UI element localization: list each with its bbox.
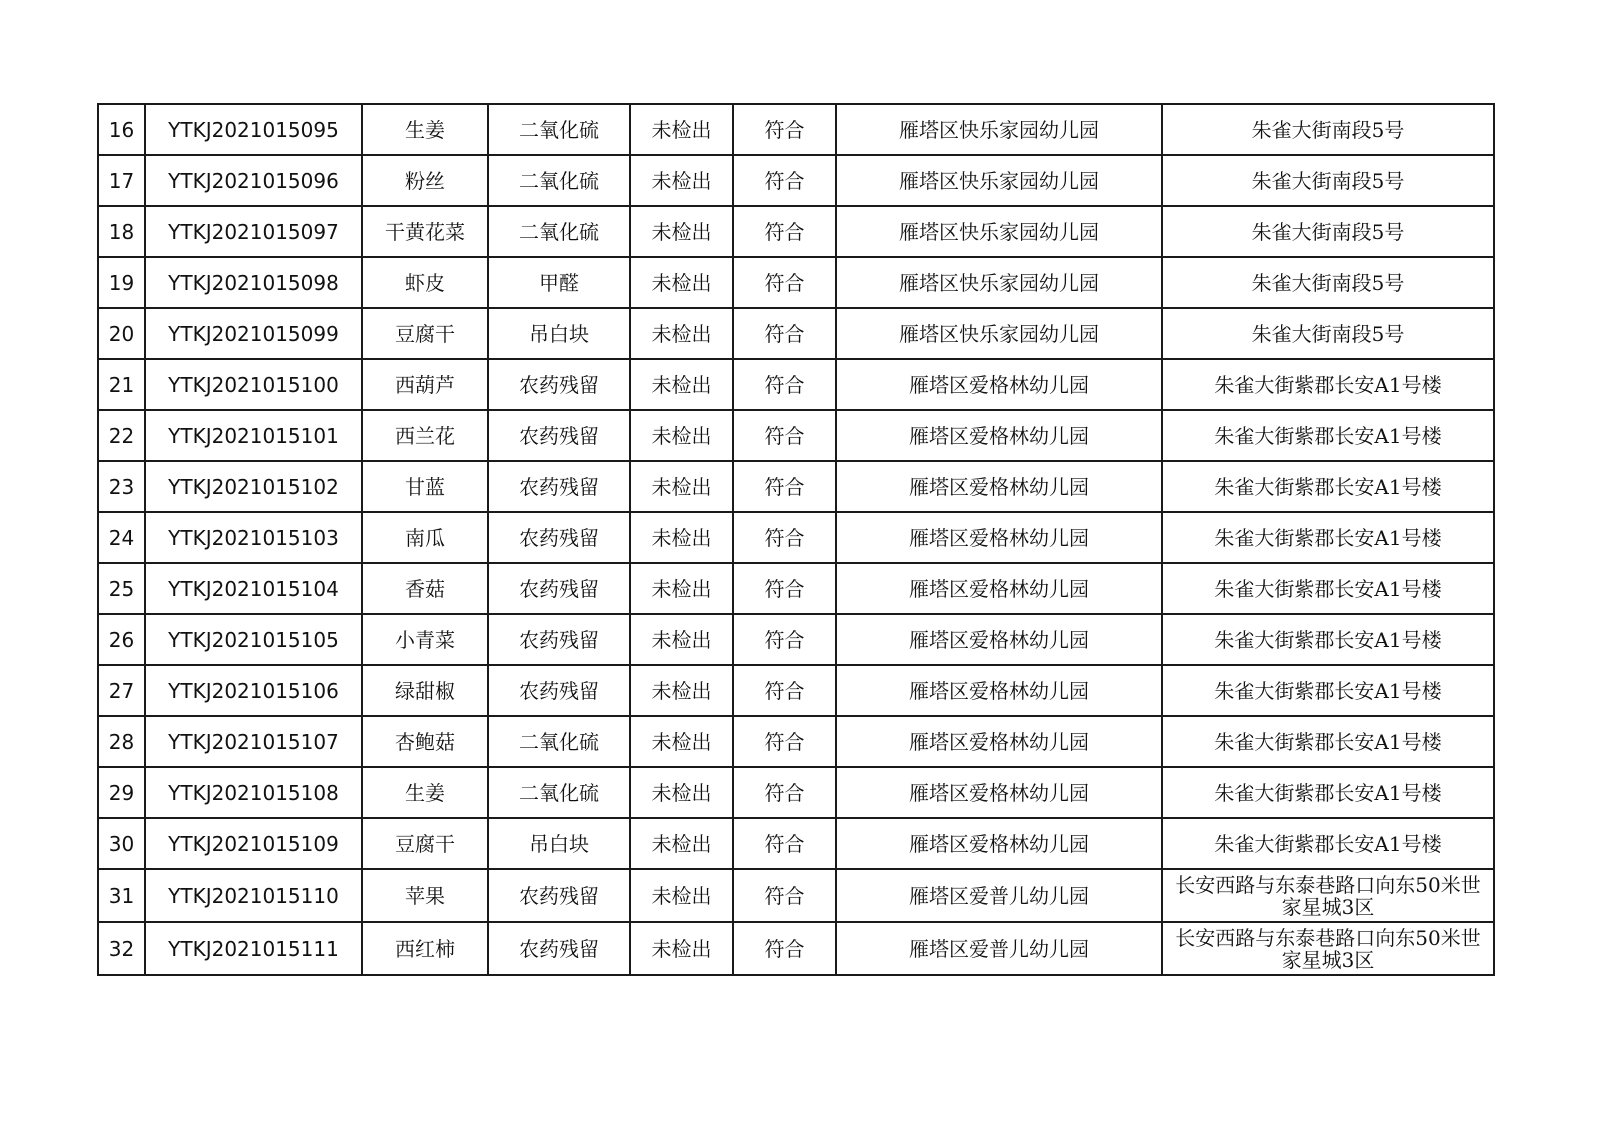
cell-unit-address: 朱雀大街紫郡长安A1号楼	[1162, 563, 1494, 614]
cell-sample-name: 豆腐干	[362, 308, 488, 359]
cell-serial-number: 19	[98, 257, 145, 308]
cell-test-result: 未检出	[630, 359, 733, 410]
cell-sample-code: YTKJ2021015098	[145, 257, 362, 308]
cell-test-result: 未检出	[630, 869, 733, 922]
cell-sample-name: 虾皮	[362, 257, 488, 308]
cell-sampled-unit: 雁塔区爱格林幼儿园	[836, 716, 1162, 767]
cell-judgement: 符合	[733, 359, 836, 410]
cell-unit-address: 朱雀大街紫郡长安A1号楼	[1162, 665, 1494, 716]
table-row	[98, 818, 1494, 869]
cell-sample-name: 甘蓝	[362, 461, 488, 512]
cell-sampled-unit: 雁塔区快乐家园幼儿园	[836, 308, 1162, 359]
cell-sample-code: YTKJ2021015107	[145, 716, 362, 767]
cell-serial-number: 24	[98, 512, 145, 563]
cell-test-item: 吊白块	[488, 308, 630, 359]
cell-serial-number: 22	[98, 410, 145, 461]
table-row	[98, 155, 1494, 206]
table-row	[98, 410, 1494, 461]
cell-sampled-unit: 雁塔区爱格林幼儿园	[836, 818, 1162, 869]
cell-test-result: 未检出	[630, 563, 733, 614]
cell-unit-address: 朱雀大街紫郡长安A1号楼	[1162, 818, 1494, 869]
cell-sample-code: YTKJ2021015105	[145, 614, 362, 665]
table-row	[98, 308, 1494, 359]
cell-unit-address: 朱雀大街南段5号	[1162, 104, 1494, 155]
cell-sample-code: YTKJ2021015096	[145, 155, 362, 206]
cell-judgement: 符合	[733, 155, 836, 206]
table-row	[98, 359, 1494, 410]
cell-test-result: 未检出	[630, 512, 733, 563]
cell-sampled-unit: 雁塔区爱格林幼儿园	[836, 563, 1162, 614]
cell-test-result: 未检出	[630, 818, 733, 869]
cell-sample-name: 西红柿	[362, 922, 488, 975]
cell-test-item: 农药残留	[488, 359, 630, 410]
cell-serial-number: 20	[98, 308, 145, 359]
cell-sample-name: 西葫芦	[362, 359, 488, 410]
cell-test-result: 未检出	[630, 461, 733, 512]
cell-unit-address: 朱雀大街南段5号	[1162, 206, 1494, 257]
cell-sample-name: 生姜	[362, 104, 488, 155]
inspection-results-table	[97, 103, 1495, 976]
cell-serial-number: 17	[98, 155, 145, 206]
table-row	[98, 461, 1494, 512]
cell-unit-address: 朱雀大街南段5号	[1162, 155, 1494, 206]
cell-test-item: 吊白块	[488, 818, 630, 869]
table-row	[98, 257, 1494, 308]
cell-test-result: 未检出	[630, 922, 733, 975]
cell-judgement: 符合	[733, 818, 836, 869]
table-row	[98, 922, 1494, 975]
cell-sample-code: YTKJ2021015095	[145, 104, 362, 155]
cell-test-result: 未检出	[630, 767, 733, 818]
cell-sample-code: YTKJ2021015104	[145, 563, 362, 614]
cell-sample-code: YTKJ2021015108	[145, 767, 362, 818]
cell-sample-code: YTKJ2021015102	[145, 461, 362, 512]
cell-test-item: 农药残留	[488, 922, 630, 975]
cell-test-item: 二氧化硫	[488, 155, 630, 206]
cell-serial-number: 25	[98, 563, 145, 614]
table-row	[98, 206, 1494, 257]
cell-unit-address: 朱雀大街紫郡长安A1号楼	[1162, 767, 1494, 818]
cell-judgement: 符合	[733, 869, 836, 922]
cell-serial-number: 31	[98, 869, 145, 922]
cell-serial-number: 26	[98, 614, 145, 665]
table-row	[98, 716, 1494, 767]
cell-serial-number: 30	[98, 818, 145, 869]
cell-sample-code: YTKJ2021015103	[145, 512, 362, 563]
cell-test-item: 农药残留	[488, 512, 630, 563]
cell-sample-name: 豆腐干	[362, 818, 488, 869]
cell-judgement: 符合	[733, 461, 836, 512]
cell-judgement: 符合	[733, 614, 836, 665]
cell-test-item: 二氧化硫	[488, 767, 630, 818]
cell-sample-name: 香菇	[362, 563, 488, 614]
cell-test-result: 未检出	[630, 257, 733, 308]
cell-judgement: 符合	[733, 716, 836, 767]
cell-unit-address: 朱雀大街紫郡长安A1号楼	[1162, 716, 1494, 767]
cell-sampled-unit: 雁塔区爱格林幼儿园	[836, 614, 1162, 665]
cell-unit-address: 朱雀大街南段5号	[1162, 308, 1494, 359]
cell-test-item: 农药残留	[488, 869, 630, 922]
cell-test-item: 农药残留	[488, 665, 630, 716]
table-row	[98, 104, 1494, 155]
cell-test-item: 农药残留	[488, 614, 630, 665]
cell-judgement: 符合	[733, 512, 836, 563]
cell-sampled-unit: 雁塔区爱格林幼儿园	[836, 461, 1162, 512]
cell-sample-name: 南瓜	[362, 512, 488, 563]
cell-judgement: 符合	[733, 104, 836, 155]
cell-sampled-unit: 雁塔区爱格林幼儿园	[836, 767, 1162, 818]
cell-unit-address: 朱雀大街南段5号	[1162, 257, 1494, 308]
cell-test-result: 未检出	[630, 155, 733, 206]
cell-unit-address: 长安西路与东泰巷路口向东50米世家星城3区	[1162, 869, 1494, 922]
cell-sample-code: YTKJ2021015099	[145, 308, 362, 359]
cell-unit-address: 朱雀大街紫郡长安A1号楼	[1162, 461, 1494, 512]
cell-test-item: 农药残留	[488, 461, 630, 512]
table-row	[98, 563, 1494, 614]
cell-sample-code: YTKJ2021015109	[145, 818, 362, 869]
cell-judgement: 符合	[733, 922, 836, 975]
cell-test-result: 未检出	[630, 104, 733, 155]
cell-serial-number: 32	[98, 922, 145, 975]
cell-test-result: 未检出	[630, 614, 733, 665]
cell-test-item: 农药残留	[488, 410, 630, 461]
table-body	[98, 104, 1494, 975]
table-row	[98, 767, 1494, 818]
table-row	[98, 665, 1494, 716]
cell-sampled-unit: 雁塔区爱格林幼儿园	[836, 665, 1162, 716]
cell-judgement: 符合	[733, 308, 836, 359]
cell-sample-code: YTKJ2021015100	[145, 359, 362, 410]
cell-test-item: 二氧化硫	[488, 206, 630, 257]
cell-sampled-unit: 雁塔区爱普儿幼儿园	[836, 869, 1162, 922]
cell-test-result: 未检出	[630, 308, 733, 359]
cell-sample-code: YTKJ2021015106	[145, 665, 362, 716]
cell-sampled-unit: 雁塔区快乐家园幼儿园	[836, 104, 1162, 155]
cell-sampled-unit: 雁塔区快乐家园幼儿园	[836, 206, 1162, 257]
cell-test-result: 未检出	[630, 665, 733, 716]
cell-serial-number: 21	[98, 359, 145, 410]
cell-serial-number: 29	[98, 767, 145, 818]
table-row	[98, 869, 1494, 922]
cell-sample-code: YTKJ2021015111	[145, 922, 362, 975]
cell-sample-code: YTKJ2021015101	[145, 410, 362, 461]
cell-judgement: 符合	[733, 206, 836, 257]
cell-sample-name: 西兰花	[362, 410, 488, 461]
cell-test-result: 未检出	[630, 206, 733, 257]
cell-unit-address: 朱雀大街紫郡长安A1号楼	[1162, 512, 1494, 563]
cell-unit-address: 朱雀大街紫郡长安A1号楼	[1162, 410, 1494, 461]
cell-unit-address: 朱雀大街紫郡长安A1号楼	[1162, 359, 1494, 410]
table-row	[98, 512, 1494, 563]
cell-test-item: 二氧化硫	[488, 716, 630, 767]
table-row	[98, 614, 1494, 665]
cell-test-item: 农药残留	[488, 563, 630, 614]
cell-sampled-unit: 雁塔区快乐家园幼儿园	[836, 257, 1162, 308]
cell-sampled-unit: 雁塔区快乐家园幼儿园	[836, 155, 1162, 206]
cell-sample-name: 苹果	[362, 869, 488, 922]
cell-test-item: 二氧化硫	[488, 104, 630, 155]
cell-test-result: 未检出	[630, 716, 733, 767]
cell-sample-name: 生姜	[362, 767, 488, 818]
cell-serial-number: 23	[98, 461, 145, 512]
cell-sample-name: 小青菜	[362, 614, 488, 665]
cell-sampled-unit: 雁塔区爱普儿幼儿园	[836, 922, 1162, 975]
cell-test-result: 未检出	[630, 410, 733, 461]
cell-sampled-unit: 雁塔区爱格林幼儿园	[836, 359, 1162, 410]
cell-sample-code: YTKJ2021015097	[145, 206, 362, 257]
cell-serial-number: 16	[98, 104, 145, 155]
cell-serial-number: 27	[98, 665, 145, 716]
cell-sampled-unit: 雁塔区爱格林幼儿园	[836, 512, 1162, 563]
cell-judgement: 符合	[733, 410, 836, 461]
cell-sample-name: 粉丝	[362, 155, 488, 206]
cell-judgement: 符合	[733, 767, 836, 818]
cell-serial-number: 18	[98, 206, 145, 257]
cell-sample-code: YTKJ2021015110	[145, 869, 362, 922]
cell-sampled-unit: 雁塔区爱格林幼儿园	[836, 410, 1162, 461]
cell-sample-name: 干黄花菜	[362, 206, 488, 257]
cell-judgement: 符合	[733, 665, 836, 716]
cell-sample-name: 绿甜椒	[362, 665, 488, 716]
cell-unit-address: 长安西路与东泰巷路口向东50米世家星城3区	[1162, 922, 1494, 975]
cell-judgement: 符合	[733, 563, 836, 614]
cell-sample-name: 杏鲍菇	[362, 716, 488, 767]
cell-test-item: 甲醛	[488, 257, 630, 308]
cell-judgement: 符合	[733, 257, 836, 308]
cell-unit-address: 朱雀大街紫郡长安A1号楼	[1162, 614, 1494, 665]
cell-serial-number: 28	[98, 716, 145, 767]
